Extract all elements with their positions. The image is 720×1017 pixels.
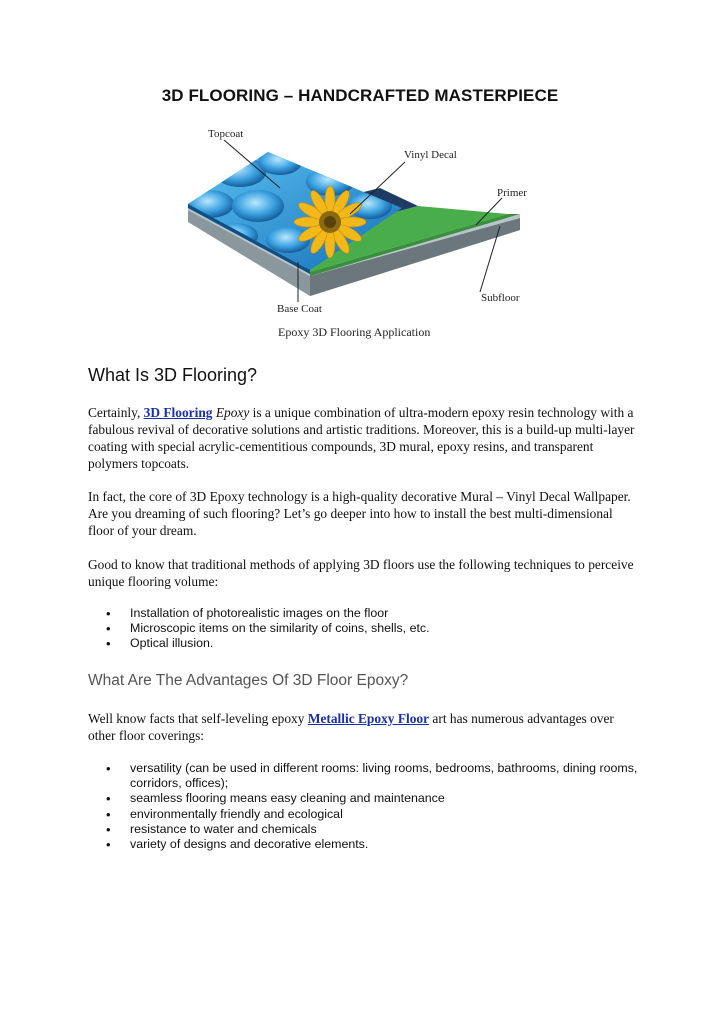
subfloor-label: Subfloor	[481, 292, 520, 304]
figure-caption: Epoxy 3D Flooring Application	[278, 325, 431, 339]
list-item: • Microscopic items on the similarity of coins, shells, etc.	[130, 621, 690, 636]
section-heading-what-is: What Is 3D Flooring?	[88, 365, 258, 385]
section-heading-advantages: What Are The Advantages Of 3D Floor Epoxy?	[88, 672, 409, 689]
list-item: • seamless flooring means easy cleaning and maintenance	[130, 791, 690, 806]
list-item: • Installation of photorealistic images on the floor	[130, 606, 690, 621]
list-item: • environmentally friendly and ecological	[130, 807, 690, 822]
vinyl-decal-label: Vinyl Decal	[404, 149, 457, 161]
base-coat-label: Base Coat	[277, 303, 322, 315]
link-3d-flooring[interactable]: 3D Flooring	[143, 405, 213, 420]
techniques-list	[88, 606, 690, 652]
advantages-list	[88, 761, 690, 852]
link-metallic-epoxy-floor[interactable]: Metallic Epoxy Floor	[307, 711, 430, 726]
list-item: • Optical illusion.	[130, 636, 690, 651]
flooring-layers-diagram	[180, 122, 550, 347]
list-item: • resistance to water and chemicals	[130, 822, 690, 837]
paragraph-techniques: Good to know that traditional methods of applying 3D floors use the following techniques to perceive unique flooring volume:	[88, 557, 634, 589]
primer-label: Primer	[497, 187, 527, 199]
page-title: 3D FLOORING – HANDCRAFTED MASTERPIECE	[161, 86, 559, 105]
list-item: • variety of designs and decorative elements.	[130, 837, 690, 852]
list-item: • versatility (can be used in different rooms: living rooms, bedrooms, bathrooms, dining rooms, corridors, offices);	[130, 761, 690, 791]
paragraph-core: In fact, the core of 3D Epoxy technology is a high-quality decorative Mural – Vinyl Decal Wallpaper. Are you dreaming of such flooring? Let’s go deeper into how to install the best multi-dimensional floor of your dream.	[88, 489, 631, 538]
paragraph-intro: Certainly, 3D Flooring Epoxy is a unique combination of ultra-modern epoxy resin technology with a fabulous revival of decorative solutions and artistic traditions. Moreover, this is a build-up multi-layer coating with special acrylic-cementitious compounds, 3D mural, epoxy resins, and transparent polymers topcoats.	[88, 405, 635, 471]
topcoat-label: Topcoat	[208, 128, 244, 140]
paragraph-advantages: Well know facts that self-leveling epoxy Metallic Epoxy Floor art has numerous advantages over other floor coverings:	[88, 711, 614, 743]
